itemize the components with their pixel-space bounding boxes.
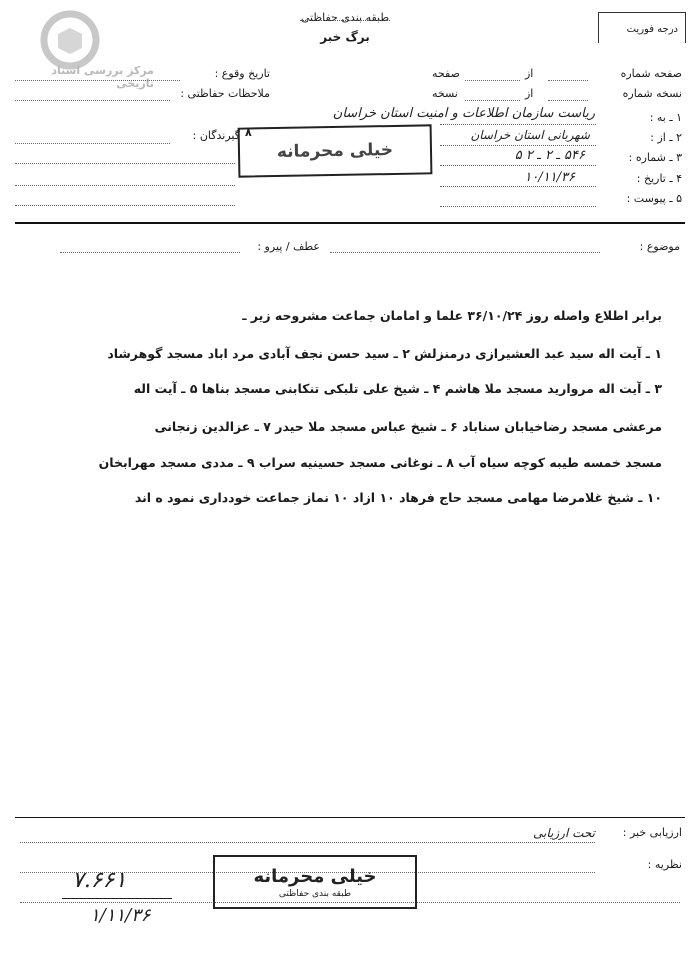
body-line-5: مسجد خمسه طیبه کوچه سیاه آب ۸ ـ نوغانی مسجد حسینیه سراب ۹ ـ مددی مسجد مهرابخان <box>98 455 662 470</box>
page-count-dots <box>465 80 520 81</box>
routing-attachment-label: ۵ ـ پیوست : <box>626 192 682 205</box>
footer-divider <box>15 817 685 818</box>
classification-stamp-bottom-text: خیلی محرمانه <box>253 865 377 887</box>
routing-number-dots <box>440 165 596 166</box>
recipients-dots-2 <box>15 163 235 164</box>
routing-from-dots <box>440 145 596 146</box>
security-notes-dots <box>15 100 170 101</box>
header-divider <box>15 222 685 224</box>
subject-label: موضوع : <box>639 240 680 253</box>
page-number-label: صفحه شماره <box>620 67 682 80</box>
classification-line <box>300 20 390 21</box>
evaluation-label: ارزیابی خبر : <box>622 826 682 839</box>
body-line-6: ۱۰ ـ شیخ غلامرضا مهامی مسجد حاج فرهاد ۱۰ ازاد ۱۰ نماز جماعت خودداری نمود ه اند <box>134 490 662 505</box>
body-line-2: ۱ ـ آیت اله سید عبد العشیرازی درمنزلش ۲ ـ سید حسن نجف آبادی مرد اباد مسجد گوهرشاد <box>107 346 662 361</box>
classification-stamp-top <box>238 124 433 177</box>
handwritten-date: ۱/۱۱/۳۶ <box>90 905 151 926</box>
classification-stamp-bottom-caption: طبقه بندی حفاظتی <box>278 888 352 899</box>
date-occurred-dots <box>15 80 180 81</box>
evaluation-dots <box>20 842 595 843</box>
copy-from-label: از <box>525 87 534 100</box>
date-occurred-label: تاریخ وقوع : <box>214 67 270 80</box>
security-notes-label: ملاحظات حفاظتی : <box>180 87 270 100</box>
routing-to-dots <box>440 124 596 125</box>
reference-dots <box>60 252 240 253</box>
routing-number-value: ۵۴۶ ـ ۲ ـ ۲ ۵ <box>514 148 585 163</box>
archive-logo <box>40 10 100 70</box>
body-line-1: برابر اطلاع واصله روز ۳۶/۱۰/۲۴ علما و امامان جماعت مشروحه زیر ـ <box>242 308 662 323</box>
recipients-dots-3 <box>15 185 235 186</box>
routing-to-label: ۱ ـ به : <box>649 111 682 124</box>
classification-label: طبقه بندی حفاظتی <box>300 11 390 24</box>
recipients-marker: ۸ <box>245 126 252 139</box>
routing-date-dots <box>440 186 596 187</box>
form-title: برگ خبر <box>320 30 370 44</box>
watermark-text: مرکز بررسی اسناد تاریخی <box>51 64 154 90</box>
handwritten-number-underline <box>62 898 172 899</box>
recipients-dots-4 <box>15 205 235 206</box>
priority-label: درجه فوریت <box>626 24 678 35</box>
reference-label: عطف / پیرو : <box>257 240 320 253</box>
copy-count-dots <box>465 100 520 101</box>
body-line-4: مرعشی مسجد رضاخیابان سناباد ۶ ـ شیخ عباس مسجد ملا حیدر ۷ ـ عزالدین زنجانی <box>154 419 662 434</box>
copy-label: نسخه <box>432 87 458 100</box>
archive-logo-icon <box>40 10 100 70</box>
classification-stamp-top-text: خیلی محرمانه <box>276 139 394 163</box>
classification-stamp-bottom <box>213 855 417 909</box>
copy-number-label: نسخه شماره <box>622 87 682 100</box>
recipients-label: گیرندگان : <box>192 129 240 142</box>
routing-to-value: ریاست سازمان اطلاعات و امنیت استان خراسان <box>332 106 595 121</box>
page-number-dots <box>548 80 588 81</box>
recipients-dots-1 <box>15 143 170 144</box>
handwritten-number: ۷.۶۶۱ <box>72 868 127 893</box>
subject-dots <box>330 252 600 253</box>
routing-attachment-dots <box>440 206 596 207</box>
page-from-label: از <box>525 67 534 80</box>
copy-number-dots <box>548 100 588 101</box>
routing-from-value: شهربانی استان خراسان <box>470 128 590 142</box>
page-label: صفحه <box>432 67 460 80</box>
routing-date-value: ۱۰/۱۱/۳۶ <box>524 170 575 185</box>
routing-number-label: ۳ ـ شماره : <box>628 151 682 164</box>
body-line-3: ۳ ـ آیت اله مروارید مسجد ملا هاشم ۴ ـ شیخ علی تلبکی تنکابنی مسجد بناها ۵ ـ آیت اله <box>133 381 662 396</box>
evaluation-value: تحت ارزیابی <box>533 826 595 840</box>
opinion-label: نظریه : <box>647 858 682 871</box>
routing-from-label: ۲ ـ از : <box>650 131 682 144</box>
routing-date-label: ۴ ـ تاریخ : <box>636 172 682 185</box>
